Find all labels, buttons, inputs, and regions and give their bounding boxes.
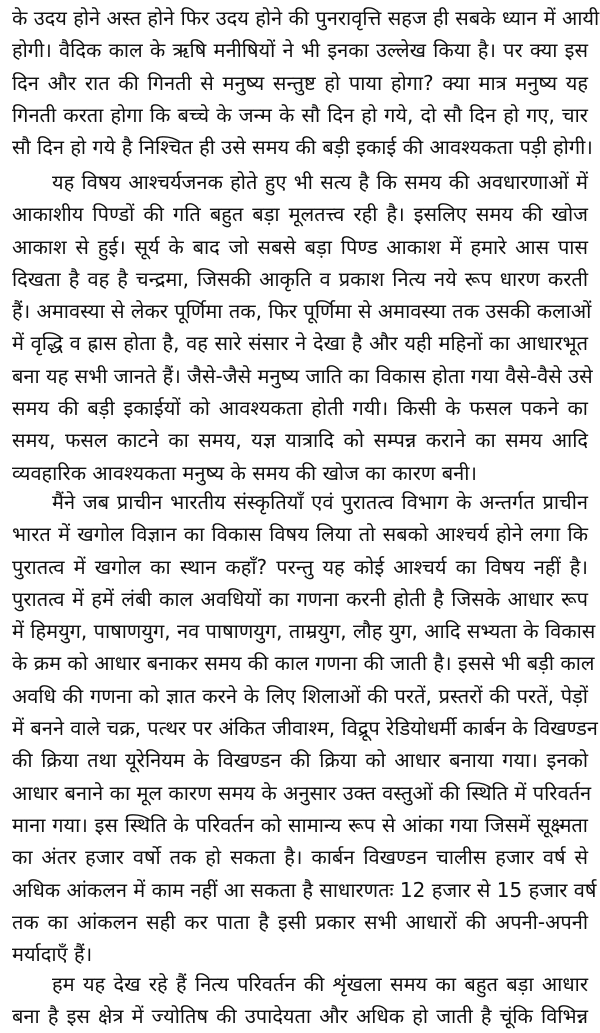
text-line: दिखता है वह है चन्द्रमा, जिसकी आकृति व प्रकाश नित्य नये रूप धारण करती [12,266,588,291]
text-line: में हिमयुग, पाषाणयुग, नव पाषाणयुग, ताम्रयुग, लौह युग, आदि सभ्यता के विकास [12,619,596,644]
text-line: आकाश से हुई। सूर्य के बाद जो सबसे बड़ा पिण्ड आकाश में हमारे आस पास [12,234,588,259]
text-line: दिन और रात की गिनती से मनुष्य सन्तुष्ट हो पाया होगा? क्या मात्र मनुष्य यह [12,70,588,95]
text-line: यह विषय आश्चर्यजनक होते हुए भी सत्य है कि समय की अवधारणाओं में [52,170,588,194]
text-line: सौ दिन हो गये है निश्चित ही उसे समय की बड़ी इकाई की आवश्यकता पड़ी होगी। [12,135,593,160]
text-line: भारत में खगोल विज्ञान का विकास विषय लिया तो सबको आश्चर्य होने लगा कि [12,522,588,547]
paragraph-1 [12,2,600,163]
text-line: आधार बनाने का मूल कारण समय के अनुसार उक्त वस्तुओं की स्थिति में परिवर्तन [12,780,592,805]
text-line: हम यह देख रहे हैं नित्य परिवर्तन की शृंखला समय का बहुत बड़ा आधार [52,972,588,996]
text-line: पुरातत्व में खगोल का स्थान कहाँ? परन्तु यह कोई आश्चर्य का विषय नहीं है। [12,554,589,579]
text-line: अधिक आंकलन में काम नहीं आ सकता है साधारणतः 12 हजार से 15 हजार वर्ष [12,877,597,902]
text-line: की क्रिया तथा यूरेनियम के विखण्डन की क्रिया को आधार बनाया गया। इनको [12,748,588,773]
text-line: के क्रम को आधार बनाकर समय की काल गणना की जाती है। इससे भी बड़ी काल [12,651,595,676]
text-line: बना है इस क्षेत्र में ज्योतिष की उपादेयता और अधिक हो जाती है चूंकि विभिन्न [12,1004,588,1029]
text-line: मैंने जब प्राचीन भारतीय संस्कृतियाँ एवं पुरातत्व विभाग के अन्तर्गत प्राचीन [52,490,588,514]
text-line: हैं। अमावस्या से लेकर पूर्णिमा तक, फिर पूर्णिमा से अमावस्या तक उसकी कलाओं [12,299,592,324]
text-line: अवधि की गणना को ज्ञात करने के लिए शिलाओं की परतें, प्रस्तरों की परतें, पेड़ों [12,683,588,708]
paragraph-2 [12,166,593,489]
text-line: में बनने वाले चक्र, पत्थर पर अंकित जीवाश्म, विद्रूप रेडियोधर्मी कार्बन के विखण्डन [12,716,598,741]
text-line: का अंतर हजार वर्षो तक हो सकता है। कार्बन विखण्डन चालीस हजार वर्ष से [12,845,588,870]
text-line: व्यवहारिक आवश्यकता मनुष्य के समय की खोज का कारण बनी। [12,460,478,485]
text-line: तक का आंकलन सही कर पाता है इसी प्रकार सभी आधारों की अपनी-अपनी [12,909,588,934]
text-line: मर्यादाएँ हैं। [12,942,93,967]
text-line: माना गया। इस स्थिति के परिवर्तन को सामान्य रूप से आंका गया जिसमें सूक्ष्मता [12,812,588,837]
text-line: में वृद्धि व ह्रास होता है, वह सारे संसार ने देखा है और यही महिनों का आधारभूत [12,331,588,356]
text-line: समय, फसल काटने का समय, यज्ञ यात्रादि को सम्पन्न कराने का समय आदि [12,428,588,453]
text-line: पुरातत्व में हमें लंबी काल अवधियों का गणना करनी होती है जिसके आधार रूप [12,586,588,611]
paragraph-4 [12,968,588,1033]
text-line: के उदय होने अस्त होने फिर उदय होने की पुनरावृत्ति सहज ही सबके ध्यान में आयी [12,6,600,30]
text-line: होगी। वैदिक काल के ऋषि मनीषियों ने भी इनका उल्लेख किया है। पर क्या इस [12,38,588,63]
text-line: आकाशीय पिण्डों की गति बहुत बड़ा मूलतत्त्व रही है। इसलिए समय की खोज [12,202,588,227]
text-line: समय की बड़ी इकाईयों को आवश्यकता होती गयी। किसी के फसल पकने का [12,396,588,421]
text-line: गिनती करता होगा कि बच्चे के जन्म के सौ दिन हो गये, दो सौ दिन हो गए, चार [12,102,588,127]
text-line: बना यह सभी जानते हैं। जैसे-जैसे मनुष्य जाति का विकास होता गया वैसे-वैसे उसे [12,363,593,388]
paragraph-3 [12,486,598,970]
